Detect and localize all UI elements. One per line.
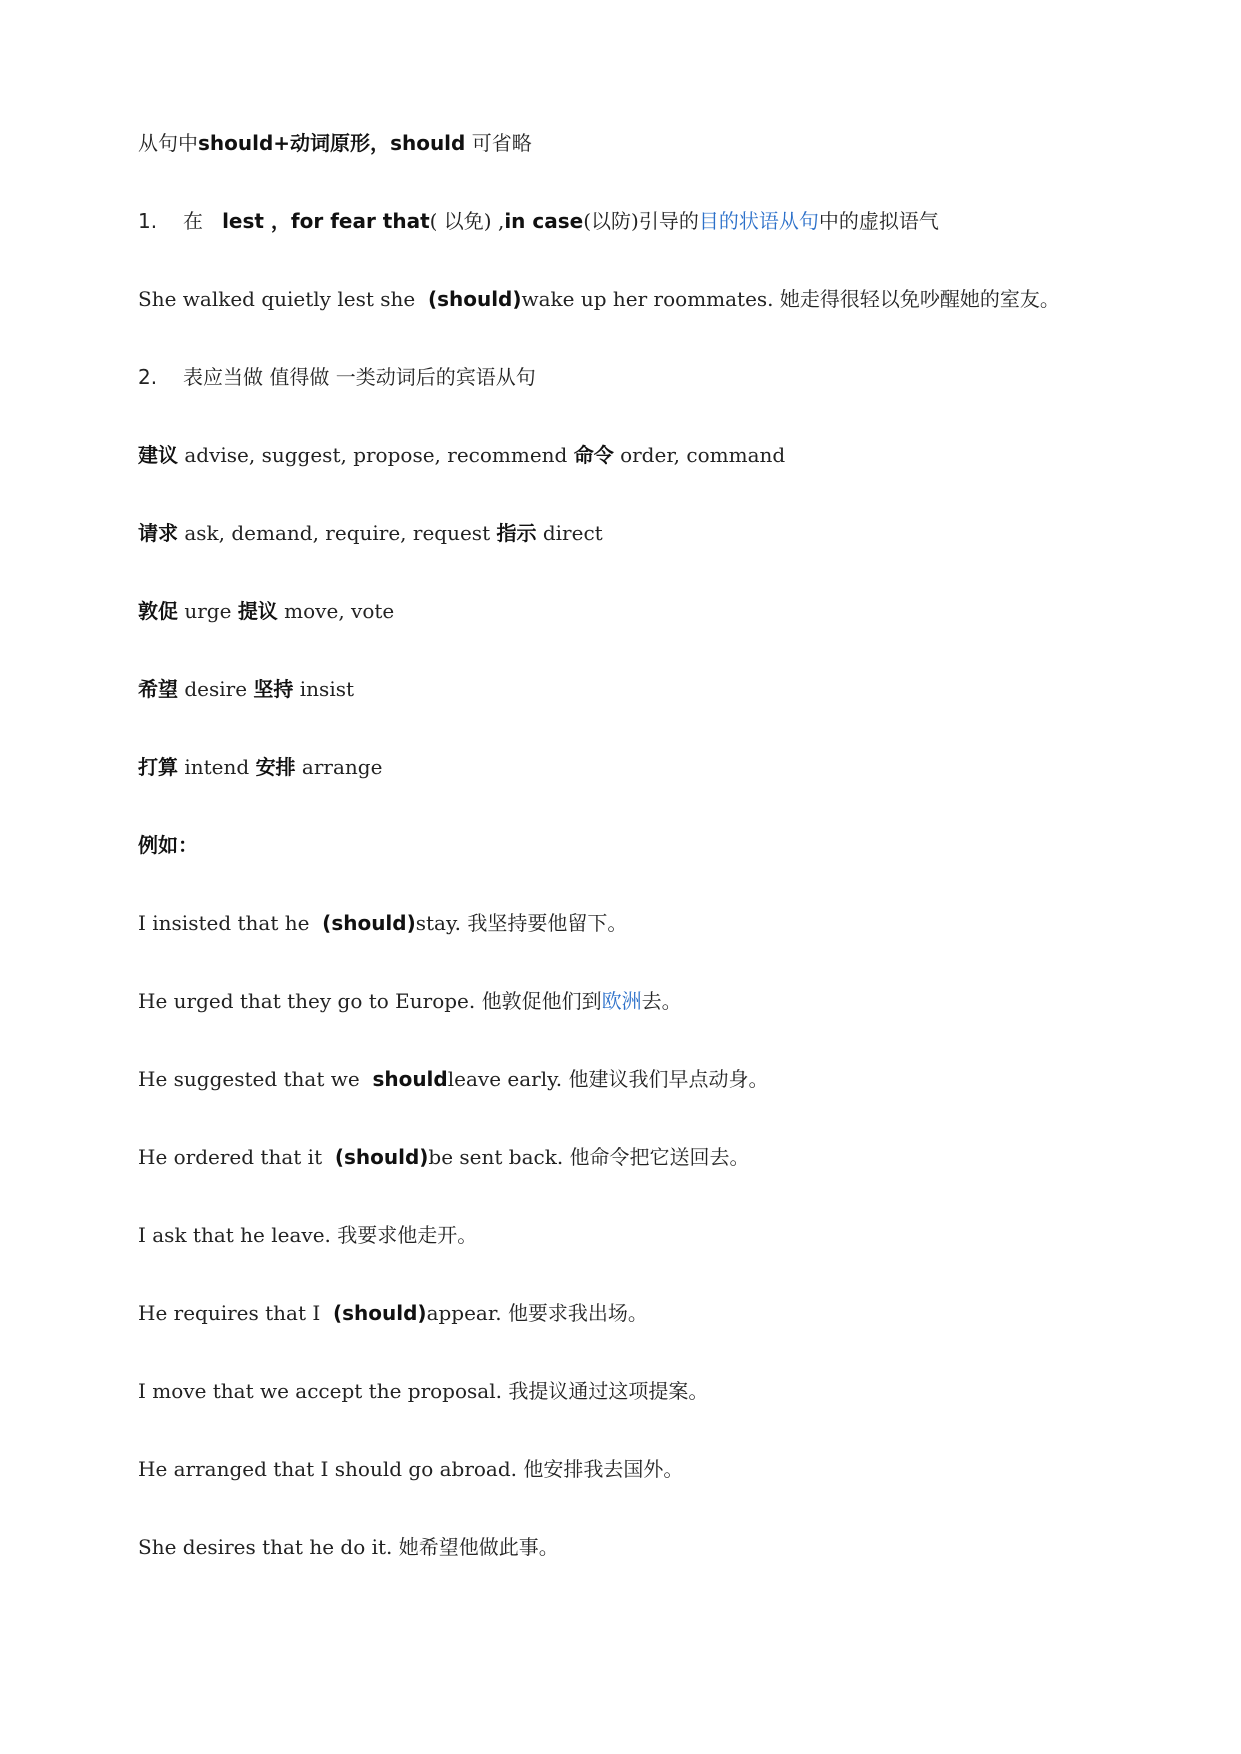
english-text: He requires that I <box>138 1301 321 1325</box>
should-keyword: should <box>372 1067 448 1091</box>
english-text: appear. <box>426 1301 502 1325</box>
verb-category-label: 命令 <box>573 443 614 467</box>
section-heading <box>138 125 532 161</box>
chinese-translation: 去。 <box>641 989 682 1013</box>
should-keyword: (should) <box>332 1301 427 1325</box>
heading-bold-text: should+动词原形， <box>198 131 391 155</box>
example-sentence <box>138 905 627 941</box>
chinese-translation: 我坚持要他留下。 <box>467 911 628 935</box>
item-text: (以防)引导的 <box>583 209 699 233</box>
example-sentence <box>138 1061 768 1097</box>
verb-category-label: 建议 <box>138 443 178 467</box>
chinese-translation: 我提议通过这项提案。 <box>508 1379 709 1403</box>
english-text: leave early. <box>447 1067 563 1091</box>
chinese-translation: 他要求我出场。 <box>507 1301 648 1325</box>
english-text: She desires that he do it. <box>138 1535 393 1559</box>
example-sentence <box>138 281 1060 317</box>
list-item-1 <box>138 203 939 239</box>
verb-list: direct <box>542 521 603 545</box>
example-sentence <box>138 983 682 1019</box>
item-text: 中的虚拟语气 <box>818 209 939 233</box>
english-text: He urged that they go to Europe. <box>138 989 476 1013</box>
verb-group <box>138 671 354 707</box>
should-keyword: (should) <box>427 287 522 311</box>
english-text: I insisted that he <box>138 911 310 935</box>
chinese-translation: 她走得很轻以免吵醒她的室友。 <box>779 287 1060 311</box>
verb-list: order, command <box>620 443 786 467</box>
heading-text: 从句中 <box>138 131 198 155</box>
heading-text-end: 可省略 <box>471 131 532 155</box>
example-label: 例如： <box>138 833 198 857</box>
example-sentence <box>138 1139 750 1175</box>
term-link[interactable]: 目的状语从句 <box>698 209 819 233</box>
example-sentence <box>138 1451 683 1487</box>
item-text: 在 <box>183 209 203 233</box>
english-text: She walked quietly lest she <box>138 287 416 311</box>
verb-list: desire <box>184 677 248 701</box>
verb-list: urge <box>184 599 232 623</box>
example-sentence <box>138 1217 477 1253</box>
item-text: ( 以免) , <box>429 209 505 233</box>
verb-category-label: 希望 <box>138 677 178 701</box>
keyword-lest: lest ，for fear that <box>222 209 430 233</box>
term-link[interactable]: 欧洲 <box>601 989 642 1013</box>
verb-category-label: 提议 <box>237 599 278 623</box>
english-text: I ask that he leave. <box>138 1223 331 1247</box>
verb-category-label: 打算 <box>138 755 178 779</box>
item-text: 表应当做 值得做 一类动词后的宾语从句 <box>183 365 536 389</box>
verb-group <box>138 749 382 785</box>
verb-category-label: 敦促 <box>138 599 178 623</box>
english-text: be sent back. <box>428 1145 564 1169</box>
list-number: 1. <box>138 209 158 233</box>
list-item-2 <box>138 359 536 395</box>
example-sentence <box>138 1529 559 1565</box>
english-text: He ordered that it <box>138 1145 323 1169</box>
list-number: 2. <box>138 365 158 389</box>
chinese-translation: 他命令把它送回去。 <box>569 1145 750 1169</box>
verb-list: intend <box>184 755 250 779</box>
should-keyword: (should) <box>334 1145 429 1169</box>
verb-list: ask, demand, require, request <box>184 521 491 545</box>
verb-category-label: 指示 <box>496 521 537 545</box>
verb-group <box>138 515 603 551</box>
heading-keyword: should <box>390 131 466 155</box>
example-sentence <box>138 1295 648 1331</box>
english-text: He suggested that we <box>138 1067 360 1091</box>
verb-group <box>138 593 394 629</box>
verb-category-label: 安排 <box>255 755 296 779</box>
verb-list: insist <box>299 677 355 701</box>
english-text: stay. <box>415 911 461 935</box>
verb-list: advise, suggest, propose, recommend <box>184 443 568 467</box>
example-sentence <box>138 1373 708 1409</box>
verb-category-label: 坚持 <box>253 677 294 701</box>
verb-list: arrange <box>301 755 383 779</box>
english-text: He arranged that I should go abroad. <box>138 1457 518 1481</box>
should-keyword: (should) <box>322 911 416 935</box>
english-text: I move that we accept the proposal. <box>138 1379 502 1403</box>
verb-category-label: 请求 <box>138 521 178 545</box>
verb-group <box>138 437 785 473</box>
chinese-translation: 她希望他做此事。 <box>398 1535 559 1559</box>
chinese-translation: 他敦促他们到 <box>481 989 602 1013</box>
chinese-translation: 他安排我去国外。 <box>523 1457 684 1481</box>
keyword-in-case: in case <box>504 209 584 233</box>
chinese-translation: 他建议我们早点动身。 <box>568 1067 769 1091</box>
chinese-translation: 我要求他走开。 <box>337 1223 478 1247</box>
verb-list: move, vote <box>284 599 395 623</box>
english-text: wake up her roommates. <box>521 287 774 311</box>
